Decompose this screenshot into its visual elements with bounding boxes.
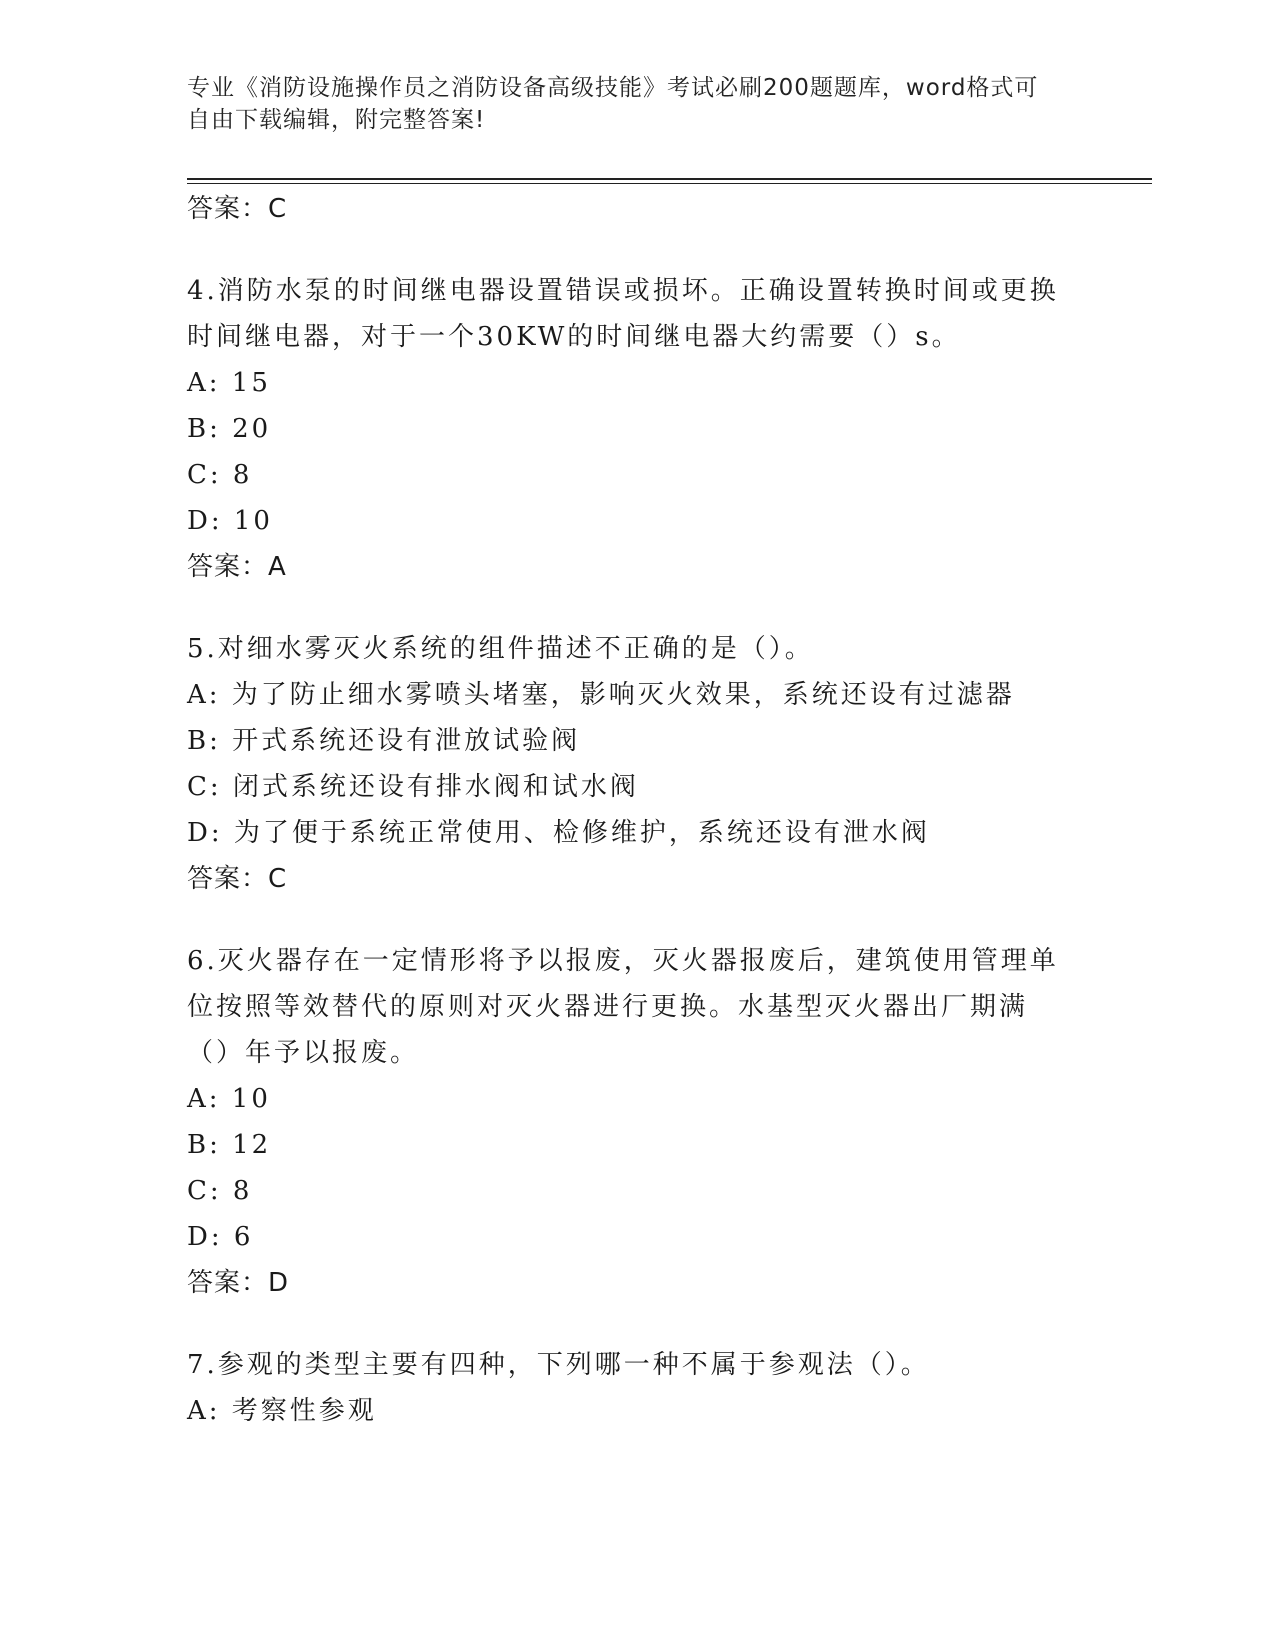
option-b: B: 20 [187, 414, 272, 444]
option-c: C: 8 [187, 1176, 253, 1206]
document-header [187, 72, 1067, 136]
header-rule-bottom [187, 183, 1152, 184]
question-text: 4.消防水泵的时间继电器设置错误或损坏。正确设置转换时间或更换时间继电器，对于一个30KW的时间继电器大约需要（）s。 [187, 276, 1059, 352]
option-a: A: 为了防止细水雾喷头堵塞，影响灭火效果，系统还设有过滤器 [187, 680, 1015, 710]
option-a: A: 考察性参观 [187, 1396, 377, 1426]
option-b: B: 12 [187, 1130, 272, 1160]
document-body [187, 186, 1067, 1434]
option-c: C: 闭式系统还设有排水阀和试水阀 [187, 772, 639, 802]
header-line-2: 自由下载编辑，附完整答案! [187, 107, 486, 133]
previous-answer: 答案：C [187, 194, 288, 224]
option-a: A: 10 [187, 1084, 271, 1114]
question-block-6 [187, 938, 1067, 1306]
option-c: C: 8 [187, 460, 253, 490]
question-text: 6.灭火器存在一定情形将予以报废，灭火器报废后，建筑使用管理单位按照等效替代的原则对灭火器进行更换。水基型灭火器出厂期满（）年予以报废。 [187, 946, 1059, 1068]
question-block-4 [187, 268, 1067, 590]
question-block-7 [187, 1342, 1067, 1434]
option-d: D: 6 [187, 1222, 254, 1252]
option-d: D: 10 [187, 506, 273, 536]
answer-label: 答案：D [187, 1268, 290, 1298]
answer-label: 答案：A [187, 552, 287, 582]
header-rule-top [187, 178, 1152, 180]
header-line-1: 专业《消防设施操作员之消防设备高级技能》考试必刷200题题库，word格式可 [187, 75, 1039, 101]
option-a: A: 15 [187, 368, 271, 398]
question-block-5 [187, 626, 1067, 902]
question-text: 7.参观的类型主要有四种，下列哪一种不属于参观法（）。 [187, 1350, 930, 1380]
question-text: 5.对细水雾灭火系统的组件描述不正确的是（）。 [187, 634, 814, 664]
option-b: B: 开式系统还设有泄放试验阀 [187, 726, 581, 756]
option-d: D: 为了便于系统正常使用、检修维护，系统还设有泄水阀 [187, 818, 930, 848]
answer-label: 答案：C [187, 864, 288, 894]
